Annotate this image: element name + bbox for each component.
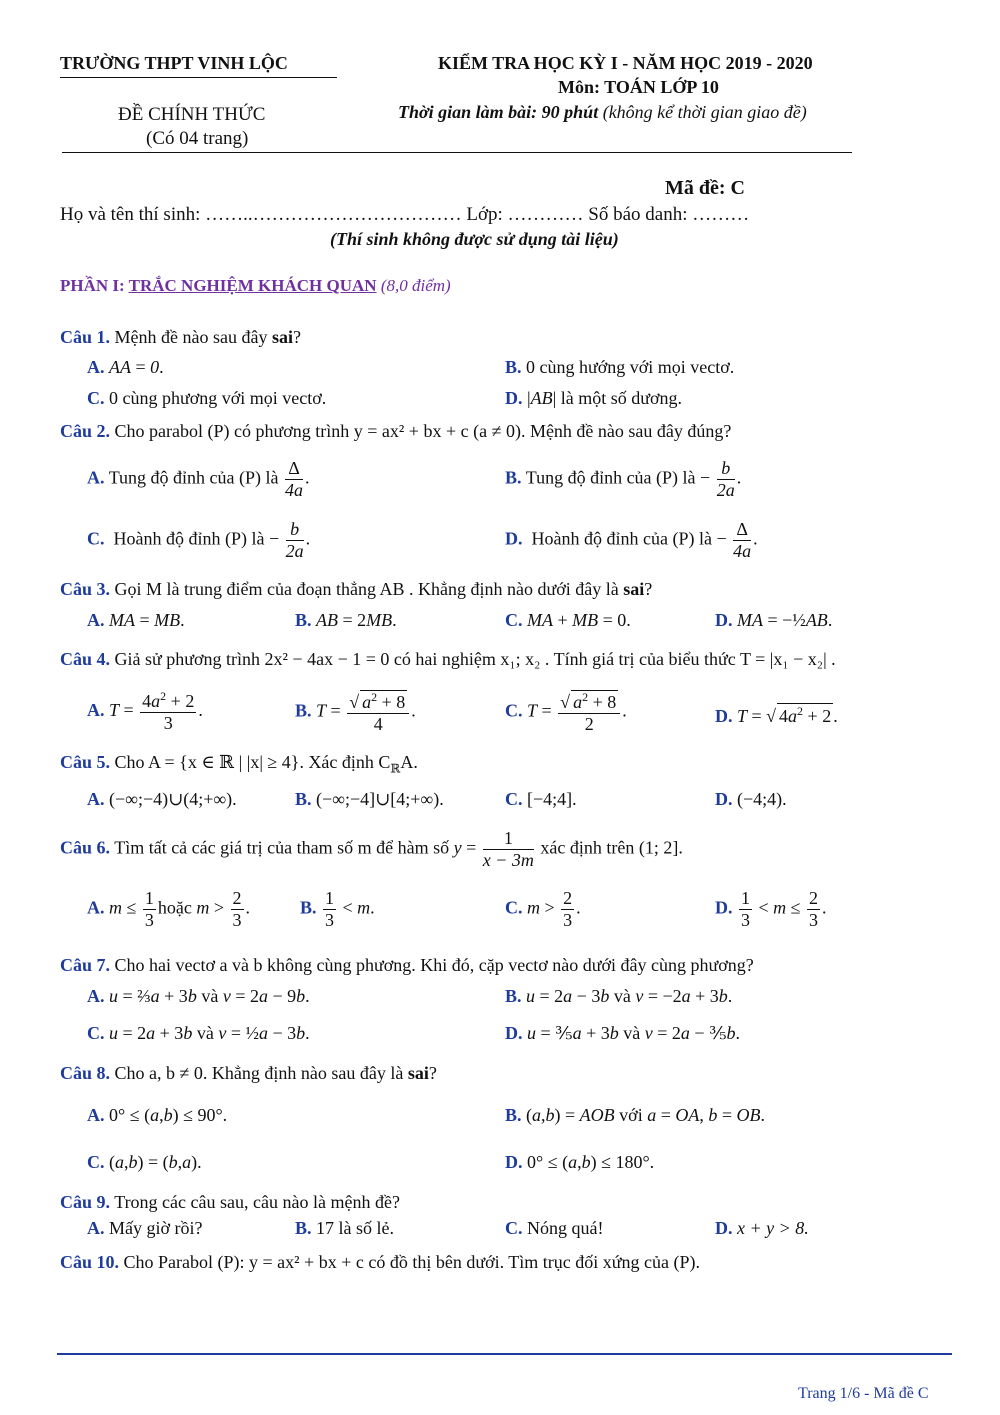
q2-option-b: B. Tung độ đỉnh của (P) là − $\frac{b}{2a}$ . [505,458,742,500]
option-label: D. [715,610,733,630]
question-text: Cho a, b ≠ 0. Khẳng định nào sau đây là [114,1063,408,1083]
header-rule [62,152,852,153]
option-label: C. [87,388,105,408]
question-text: Cho Parabol (P): y = ax² + bx + c có đồ thị bên dưới. Tìm trục đối xứng của (P). [123,1252,700,1272]
q2-option-a: A. Tung độ đỉnh của (P) là $\frac{\Delta}{4a}$ . [87,458,310,500]
q7-option-d: D. u = ⅗a + 3b và v = 2a − ⅗b. [505,1023,741,1043]
q6-option-c: C. m > $\frac{2}{3}$ . [505,888,581,930]
question-text: Cho hai vectơ a và b không cùng phương. Khi đó, cặp vectơ nào dưới đây cùng phương? [114,955,754,975]
option-text: x + y > 8. [737,1218,809,1238]
q6-option-b: B. $\frac{1}{3}$ < m. [300,888,375,930]
page-footer: Trang 1/6 - Mã đề C [798,1385,929,1402]
q8-option-d: D. 0° ≤ (a,b) ≤ 180°. [505,1152,655,1172]
section-title: TRẮC NGHIỆM KHÁCH QUAN [128,276,377,295]
q1-option-d: D. |AB| là một số dương. [505,388,682,408]
q9-option-d [715,1218,809,1239]
option-label: B. [505,357,522,377]
question-5 [60,752,418,777]
q4-option-a: A. T = $\frac{4a^2 + 2}{3}$ . [87,689,203,733]
q9-option-c [505,1218,603,1239]
option-text: 17 là số lẻ. [316,1218,395,1238]
question-number: Câu 2. [60,421,111,441]
question-3 [60,579,652,600]
question-number: Câu 6. [60,837,111,858]
option-label: C. [505,1218,523,1238]
option-label: A. [87,897,105,918]
option-label: D. [505,1152,523,1172]
option-text: Mấy giờ rồi? [109,1218,203,1238]
question-7 [60,955,754,976]
time-note: (không kể thời gian giao đề) [602,102,807,122]
q6-option-a: A. m ≤ $\frac{1}{3}$ hoặc m > $\frac{2}{3}$ . [87,888,251,930]
q9-option-b [295,1218,394,1239]
option-label: C. [505,700,523,721]
option-label: D. [505,388,523,408]
fraction: $\frac{\Delta}{4a}$ [285,458,304,500]
option-label: A. [87,699,105,720]
option-label: B. [505,1105,522,1125]
option-label: B. [295,789,312,809]
fraction: $\frac{√ a^2 + 8}{4}$ [347,690,409,734]
question-number: Câu 10. [60,1252,120,1272]
option-label: B. [295,1218,312,1238]
question-8 [60,1063,437,1084]
question-end: ? [293,327,301,347]
fraction: $\frac{1}{3}$ [325,888,335,930]
q3-option-c: C. MA + MB = 0. [505,610,631,630]
school-underline [60,77,337,78]
fraction: $\frac{√ a^2 + 8}{2}$ [558,690,620,734]
question-text: Cho parabol (P) có phương trình y = ax² + bx + c (a ≠ 0). Mệnh đề nào sau đây đúng? [114,421,732,441]
fraction: $\frac{4a^2 + 2}{3}$ [142,689,195,733]
q4-option-d: D. T = √ $4a^2 + 2$ . [715,704,838,726]
option-label: D. [715,897,733,918]
option-label: D. [715,706,733,726]
option-label: D. [505,1023,523,1043]
time-bold: Thời gian làm bài: 90 phút [398,102,599,122]
question-emphasis: sai [407,1063,429,1083]
question-end: ? [428,1063,437,1083]
option-text: Tung độ đỉnh của (P) là [108,467,279,488]
question-number: Câu 8. [60,1063,111,1083]
fraction: $\frac{1}{x - 3m}$ [482,828,534,870]
option-label: C. [87,528,105,549]
q6-option-d: D. $\frac{1}{3}$ < m ≤ $\frac{2}{3}$ . [715,888,827,930]
option-text: Nóng quá! [527,1218,604,1238]
question-end: A. [400,752,418,772]
question-1 [60,327,301,348]
q9-option-a [87,1218,203,1239]
question-text: Trong các câu sau, câu nào là mệnh đề? [114,1192,400,1212]
question-number: Câu 3. [60,579,111,599]
section-label: PHẦN I: [60,276,129,295]
option-label: D. [715,1218,733,1238]
option-label: B. [505,986,522,1006]
question-text: Gọi M là trung điểm của đoạn thẳng AB . Khẳng định nào dưới đây là [114,579,624,599]
q2-option-c: C. Hoành độ đỉnh (P) là − $\frac{b}{2a}$ . [87,519,311,561]
option-text: Hoành độ đỉnh (P) là [113,528,265,549]
question-number: Câu 7. [60,955,111,975]
question-4 [60,649,836,670]
question-number: Câu 4. [60,649,111,669]
q3-option-b: B. AB = 2MB. [295,610,397,630]
q7-option-b: B. u = 2a − 3b và v = −2a + 3b. [505,986,733,1006]
q8-option-b: B. (a,b) = AOB với a = OA, b = OB. [505,1105,766,1125]
question-text: Giả sử phương trình 2x² − 4ax − 1 = 0 có hai nghiệm x₁; x₂ . Tính giá trị của biểu thức T = |x₁ − x₂| . [114,649,836,669]
question-emphasis: sai [623,579,645,599]
option-label: B. [300,897,317,918]
option-label: C. [87,1023,105,1043]
option-label: C. [87,1152,105,1172]
question-subscript: ℝ [390,761,401,776]
option-label: A. [87,789,105,809]
option-label: A. [87,467,105,488]
q4-option-b: B. T = $\frac{√ a^2 + 8}{4}$ . [295,690,416,734]
question-number: Câu 1. [60,327,111,347]
fraction: $\frac{1}{3}$ [144,888,154,930]
q8-option-a: A. 0° ≤ (a,b) ≤ 90°. [87,1105,228,1125]
official-label: ĐỀ CHÍNH THỨC [118,104,266,125]
page-count: (Có 04 trang) [146,128,249,149]
question-text: Tìm tất cả các giá trị của tham số m để hàm số [114,837,450,858]
fraction: $\frac{2}{3}$ [563,888,573,930]
footer-rule [57,1353,952,1355]
school-name: TRƯỜNG THPT VINH LỘC [60,53,288,73]
option-label: C. [505,897,523,918]
option-text: Tung độ đỉnh của (P) là [525,467,696,488]
q5-option-d: D. (−4;4). [715,789,787,809]
fraction: $\frac{b}{2a}$ [285,519,304,561]
fraction: $\frac{2}{3}$ [809,888,819,930]
question-9 [60,1192,400,1213]
section-heading [60,276,451,296]
fraction: $\frac{1}{3}$ [741,888,750,930]
option-label: A. [87,610,105,630]
question-number: Câu 5. [60,752,111,772]
q8-option-c: C. (a,b) = (b,a). [87,1152,202,1172]
q4-option-c: C. T = $\frac{√ a^2 + 8}{2}$ . [505,690,627,734]
section-points: (8,0 điểm) [376,276,451,295]
question-10 [60,1252,700,1273]
q3-option-d: D. MA = −½AB. [715,610,833,630]
exam-subject: Môn: TOÁN LỚP 10 [558,77,719,97]
option-label: B. [505,467,522,488]
question-text: Mệnh đề nào sau đây [114,327,272,347]
q1-option-c: C. 0 cùng phương với mọi vectơ. [87,388,327,408]
notice: (Thí sinh không được sử dụng tài liệu) [330,229,619,249]
option-label: C. [505,789,523,809]
q7-option-c: C. u = 2a + 3b và v = ½a − 3b. [87,1023,310,1043]
option-label: B. [295,700,312,721]
question-end: xác định trên (1; 2]. [540,837,683,858]
option-label: D. [505,528,523,549]
option-label: A. [87,986,105,1006]
option-label: A. [87,1105,105,1125]
fraction: $\frac{\Delta}{4a}$ [733,519,752,561]
q7-option-a: A. u = ⅔a + 3b và v = 2a − 9b. [87,986,310,1006]
q5-option-c: C. [−4;4]. [505,789,577,809]
question-number: Câu 9. [60,1192,111,1212]
option-label: A. [87,357,105,377]
option-label: C. [505,610,523,630]
student-info-line: Họ và tên thí sinh: ……..…………………………… Lớp: ………… Số báo danh: ……… [60,204,750,225]
question-6: Câu 6. Tìm tất cả các giá trị của tham số m để hàm số y = $\frac{1}{x - 3m}$ xác định trên (1; 2]. [60,828,683,870]
option-label: D. [715,789,733,809]
question-end: ? [644,579,653,599]
fraction: $\frac{2}{3}$ [232,888,242,930]
time-info [398,102,807,123]
question-emphasis: sai [271,327,293,347]
option-label: B. [295,610,312,630]
q2-option-d: D. Hoành độ đỉnh của (P) là − $\frac{\Delta}{4a}$ . [505,519,758,561]
fraction: $\frac{b}{2a}$ [716,458,735,500]
exam-title: KIỂM TRA HỌC KỲ I - NĂM HỌC 2019 - 2020 [438,53,813,73]
q5-option-b: B. (−∞;−4]∪[4;+∞). [295,789,444,809]
q1-option-b: B. 0 cùng hướng với mọi vectơ. [505,357,735,377]
q3-option-a: A. MA = MB. [87,610,185,630]
question-text: Cho A = {x ∈ ℝ | |x| ≥ 4}. Xác định C [114,752,391,772]
q5-option-a: A. (−∞;−4)∪(4;+∞). [87,789,237,809]
option-label: A. [87,1218,105,1238]
exam-code: Mã đề: C [665,177,745,199]
q1-option-a: A. AA = 0. [87,357,164,377]
option-text: Hoành độ đỉnh của (P) là [531,528,712,549]
question-2 [60,421,731,442]
